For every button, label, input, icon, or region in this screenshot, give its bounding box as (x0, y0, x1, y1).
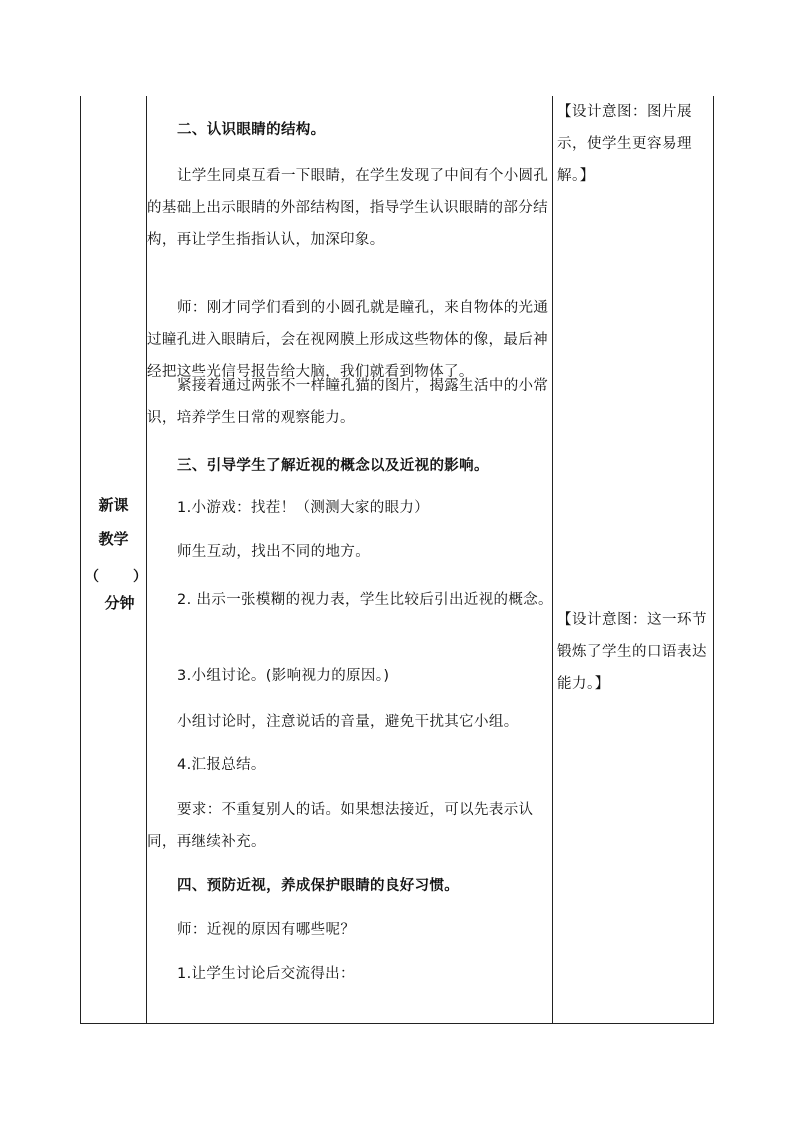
paragraph: 4.汇报总结。 (177, 757, 266, 773)
design-intent-note: 【设计意图：图片展示，使学生更容易理解。】 (557, 104, 692, 184)
paragraph: 师：刚才同学们看到的小圆孔就是瞳孔，来自物体的光通过瞳孔进入眼睛后，会在视网膜上形成这些物体的像，最后神经把这些光信号报告给大脑，我们就看到物体了。 (147, 300, 549, 380)
stage-label-2: 教学 (98, 530, 129, 548)
paragraph: 紧接着通过两张不一样瞳孔猫的图片，揭露生活中的小常识，培养学生日常的观察能力。 (147, 378, 549, 426)
section-heading-3: 三、引导学生了解近视的概念以及近视的影响。 (177, 458, 489, 474)
paragraph: 要求：不重复别人的话。如果想法接近，可以先表示认同，再继续补充。 (147, 802, 534, 850)
table-border-right (713, 96, 714, 1024)
duration-paren-close: ） (133, 569, 147, 585)
stage-label-minutes: 分钟 (104, 594, 135, 612)
section-heading-2: 二、认识眼睛的结构。 (177, 122, 326, 138)
paragraph: 师：近视的原因有哪些呢？ (177, 922, 356, 938)
stage-column (81, 96, 146, 1023)
paragraph: 师生互动，找出不同的地方。 (177, 544, 371, 560)
paragraph: 1.让学生讨论后交流得出： (177, 966, 355, 982)
section-heading-4: 四、预防近视，养成保护眼睛的良好习惯。 (177, 878, 460, 894)
stage-label-1: 新课 (98, 496, 129, 514)
paragraph: 让学生同桌互看一下眼睛，在学生发现了中间有个小圆孔的基础上出示眼睛的外部结构图，指导学生认识眼睛的部分结构，再让学生指指认认，加深印象。 (147, 168, 549, 248)
paragraph: 1.小游戏：找茬！（测测大家的眼力） (177, 500, 430, 516)
table-border-bottom (80, 1023, 714, 1024)
design-intent-note: 【设计意图：这一环节锻炼了学生的口语表达能力。】 (557, 612, 707, 692)
duration-paren-open: （ (85, 569, 99, 585)
paragraph: 2. 出示一张模糊的视力表，学生比较后引出近视的概念。 (177, 592, 553, 608)
paragraph: 3.小组讨论。(影响视力的原因。) (177, 668, 390, 684)
paragraph: 小组讨论时，注意说话的音量，避免干扰其它小组。 (177, 714, 519, 730)
